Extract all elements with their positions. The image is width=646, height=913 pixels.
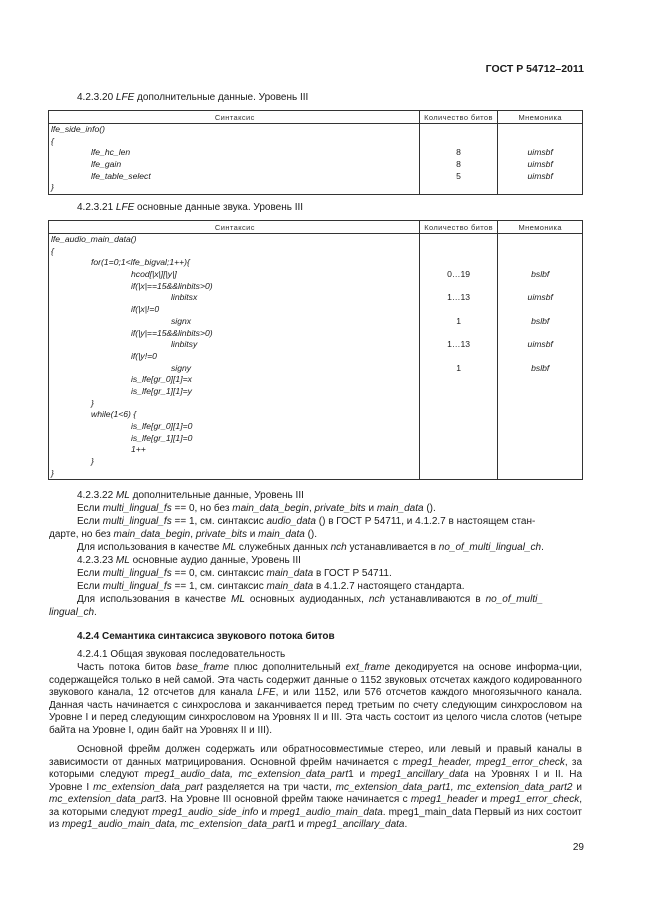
bits-value [420, 304, 498, 316]
syntax-line: signx [171, 315, 192, 326]
bits-value [420, 398, 498, 410]
page-number: 29 [572, 842, 584, 853]
section-title: 4.2.3.22 ML дополнительные данные, Уровень III [77, 490, 304, 501]
bits-cell [419, 124, 498, 195]
mnemonic-value: uimsbf [527, 170, 553, 181]
column-header: Количество битов [419, 111, 498, 124]
syntax-table [48, 220, 583, 480]
bits-value [420, 351, 498, 363]
bits-value [420, 456, 498, 468]
paragraph: Если multi_lingual_fs == 1, см. синтаксис audio_data () в ГОСТ Р 54711, и 4.1.2.7 в настоящем стан- [77, 516, 536, 527]
syntax-line: lfe_table_select [91, 170, 151, 181]
mnemonic-cell [498, 234, 583, 480]
syntax-line: lfe_gain [91, 159, 122, 170]
column-header: Синтаксис [49, 111, 420, 124]
syntax-line: if(|x|!=0 [131, 304, 160, 315]
syntax-line: { [51, 135, 54, 146]
bits-value [420, 444, 498, 456]
bits-value: 1 [456, 315, 461, 326]
section-title: 4.2.4.1 Общая звуковая последовательность [77, 649, 286, 660]
syntax-line: lfe_hc_len [91, 147, 131, 158]
column-header: Мнемоника [498, 221, 583, 234]
syntax-line: hcod[|x|][|y|] [131, 269, 177, 280]
paragraph: Если multi_lingual_fs == 0, но без main_data_begin, private_bits и main_data (). [77, 503, 436, 514]
syntax-line: { [51, 245, 54, 256]
syntax-cell [49, 124, 420, 195]
syntax-line: for(1=0;1<lfe_bigval;1++){ [91, 257, 190, 268]
bits-value [420, 257, 498, 269]
bits-value [420, 374, 498, 386]
syntax-line: linbitsy [171, 339, 198, 350]
bits-value [420, 386, 498, 398]
bits-value: 1…13 [447, 339, 471, 350]
paragraph: lingual_ch. [49, 607, 97, 618]
section-title: 4.2.3.23 ML основные аудио данные, Уровень III [77, 555, 301, 566]
paragraph: Для использования в качестве ML служебных данных nch устанавливается в no_of_multi_lingual_ch. [77, 542, 544, 553]
bits-value [420, 234, 498, 246]
syntax-line: } [51, 182, 54, 193]
bits-value: 1 [456, 362, 461, 373]
standard-number: ГОСТ Р 54712–2011 [485, 63, 584, 75]
mnemonic-value [498, 124, 582, 136]
mnemonic-value [498, 374, 582, 386]
mnemonic-value [498, 468, 582, 480]
bits-value: 8 [456, 147, 461, 158]
bits-value [420, 421, 498, 433]
bits-value [420, 468, 498, 480]
mnemonic-value [498, 386, 582, 398]
mnemonic-value [498, 351, 582, 363]
bits-value: 0…19 [447, 269, 471, 280]
section-title: 4.2.3.20 LFE дополнительные данные. Уровень III [77, 92, 309, 103]
syntax-line: } [51, 467, 54, 478]
paragraph: Часть потока битов base_frame плюс дополнительный ext_frame декодируется на основе информа-ции, содержащейся только в ней самой. Эта часть содержит данные о 1152 звуковых отсчетах каждого кодированного звукового канала, 12 отсчетов для канала LFE, и или 1152, или 576 отсчетов каждого многоязычного канала. Данная часть начинается с синхрослова и заканчивается перед третьим по счету следующим синхрословом на Уровне I и перед следующим синхрословом на Уровнях II и III. Эта часть состоит из целого числа слотов (четыре байта на Уровне I, один байт на Уровнях II и III). [49, 662, 582, 736]
mnemonic-value [498, 328, 582, 340]
syntax-line: } [91, 456, 94, 467]
bits-value [420, 136, 498, 148]
bits-value [420, 246, 498, 258]
bits-cell [419, 234, 498, 480]
syntax-line: while(1<6) { [91, 409, 137, 420]
mnemonic-value: uimsbf [527, 159, 553, 170]
bits-value [420, 124, 498, 136]
syntax-line: lfe_side_info() [51, 124, 105, 134]
paragraph: Для использования в качестве ML основных аудиоданных, nch устанавливаются в no_of_multi_ [77, 594, 543, 605]
syntax-line: is_lfe[gr_0][1]=x [131, 374, 192, 385]
section-heading: 4.2.4 Семантика синтаксиса звукового потока битов [77, 631, 335, 642]
mnemonic-value [498, 444, 582, 456]
syntax-line: is_lfe[gr_1][1]=y [131, 385, 192, 396]
syntax-line: is_lfe[gr_0][1]=0 [131, 421, 193, 431]
mnemonic-value [498, 182, 582, 194]
syntax-line: signy [171, 362, 192, 373]
bits-value: 8 [456, 159, 461, 170]
paragraph: дарте, но без main_data_begin, private_bits и main_data (). [49, 529, 318, 540]
bits-value [420, 182, 498, 194]
mnemonic-value [498, 234, 582, 246]
mnemonic-value [498, 246, 582, 258]
mnemonic-value [498, 433, 582, 445]
syntax-line: linbitsx [171, 292, 198, 303]
section-title: 4.2.3.21 LFE основные данные звука. Уровень III [77, 202, 304, 213]
mnemonic-value: uimsbf [527, 339, 553, 350]
syntax-table [48, 110, 583, 195]
bits-value [420, 328, 498, 340]
mnemonic-value: bslbf [531, 362, 550, 373]
column-header: Синтаксис [49, 221, 420, 234]
syntax-line: if(|y|==15&&linbits>0) [131, 327, 213, 338]
paragraph: Если multi_lingual_fs == 1, см. синтаксис main_data в 4.1.2.7 настоящего стандарта. [77, 581, 465, 592]
syntax-cell [49, 234, 420, 480]
bits-value [420, 281, 498, 293]
mnemonic-value: uimsbf [527, 292, 553, 303]
paragraph: Основной фрейм должен содержать или обратносовместимые стерео, или левый и правый каналы в зависимости от данных матрицирования. Основной фрейм начинается с mpeg1_header, mpeg1_error_check, за которыми следуют mpeg1_audio_data, mc_extension_data_part1 и mpeg1_ancillary_data на Уровнях I и II. На Уровне I mc_extension_data_part разделяется на три части, mc_extension_data_part1, mc_extension_data_part2 и mc_extension_data_part3. На Уровне III основной фрейм также начинается с mpeg1_header и mpeg1_error_check, за которыми следуют mpeg1_audio_side_info и mpeg1_audio_main_data. mpeg1_main_data Первый из них состоит из mpeg1_audio_main_data, mc_extension_data_part1 и mpeg1_ancillary_data. [49, 744, 583, 830]
syntax-line: 1++ [131, 444, 146, 455]
mnemonic-value: bslbf [531, 315, 550, 326]
column-header: Количество битов [419, 221, 498, 234]
mnemonic-value [498, 409, 582, 421]
mnemonic-value [498, 136, 582, 148]
mnemonic-cell [498, 124, 583, 195]
bits-value [420, 409, 498, 421]
mnemonic-value: uimsbf [527, 147, 553, 158]
mnemonic-value [498, 281, 582, 293]
mnemonic-value [498, 257, 582, 269]
syntax-line: if(|x|==15&&linbits>0) [131, 280, 213, 291]
mnemonic-value [498, 456, 582, 468]
column-header: Мнемоника [498, 111, 583, 124]
mnemonic-value [498, 421, 582, 433]
syntax-line: } [91, 397, 94, 408]
mnemonic-value: bslbf [531, 269, 550, 280]
mnemonic-value [498, 304, 582, 316]
mnemonic-value [498, 398, 582, 410]
syntax-line: is_lfe[gr_1][1]=0 [131, 432, 193, 443]
paragraph: Если multi_lingual_fs == 0, см. синтаксис main_data в ГОСТ Р 54711. [77, 568, 392, 579]
bits-value: 1…13 [447, 292, 471, 303]
syntax-line: lfe_audio_main_data() [51, 234, 137, 244]
bits-value [420, 433, 498, 445]
bits-value: 5 [456, 170, 461, 181]
syntax-line: if(|y!=0 [131, 350, 157, 361]
